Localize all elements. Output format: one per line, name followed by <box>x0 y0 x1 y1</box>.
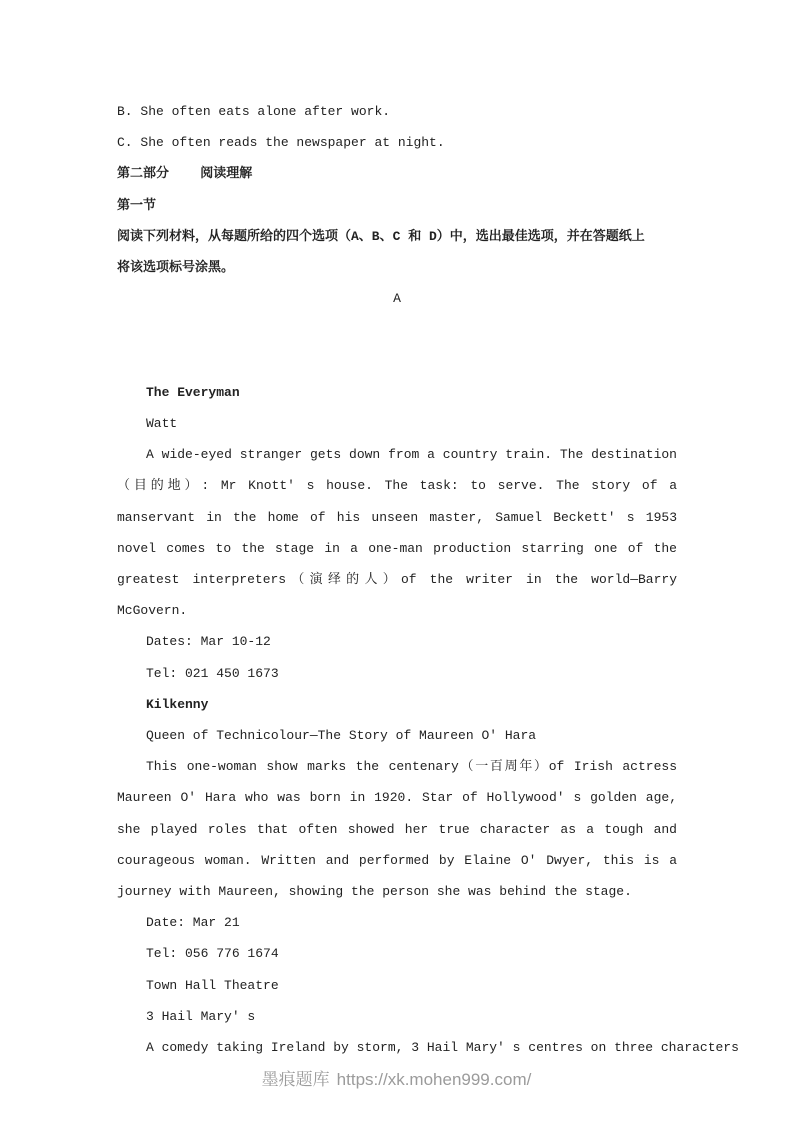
option-b-line: B. She often eats alone after work. <box>117 104 391 119</box>
kilkenny-paragraph: This one-woman show marks the centenary（一百周年）of Irish actress Maureen O' Hara who was born in 1920. Star of Hollywood' s golden age, she played roles that often showed her true character as a tough and courageous woman. Written and performed by Elaine O' Dwyer, this is a journey with Maureen, showing the person she was behind the stage. <box>117 759 677 900</box>
town-hall-paragraph-first-line: A comedy taking Ireland by storm, 3 Hail Mary' s centres on three characters <box>146 1040 739 1056</box>
kilkenny-title: Kilkenny <box>146 696 209 712</box>
watermark-url: https://xk.mohen999.com/ <box>336 1070 532 1089</box>
footer-watermark <box>0 1068 793 1092</box>
option-c-line: C. She often reads the newspaper at night. <box>117 135 445 151</box>
everyman-subtitle-watt: Watt <box>146 416 178 432</box>
passage-label-a: A <box>393 291 401 307</box>
part-heading: 第二部分 阅读理解 <box>117 166 253 182</box>
instructions-line-1: 阅读下列材料，从每题所给的四个选项（A、B、C 和 D）中，选出最佳选项，并在答题纸上 <box>117 228 645 244</box>
everyman-paragraph: A wide-eyed stranger gets down from a country train. The destination（目的地）: Mr Knott' s house. The task: to serve. The story of a manservant in the home of his unseen master, Samuel Beckett' s 1953 novel comes to the stage in a one-man production starring one of the greatest interpreters（演绎的人）of the writer in the world—Barry McGovern. <box>117 447 677 619</box>
kilkenny-tel-line: Tel: 056 776 1674 <box>146 946 279 962</box>
instructions-line-2: 将该选项标号涂黑。 <box>117 260 235 276</box>
kilkenny-date-line: Date: Mar 21 <box>146 915 240 931</box>
section-heading: 第一节 <box>117 197 157 213</box>
document-content <box>117 96 739 1063</box>
town-hall-title: Town Hall Theatre <box>146 977 279 993</box>
everyman-title: The Everyman <box>146 384 240 400</box>
watermark-site-name: 墨痕题库 <box>261 1070 330 1089</box>
blank-space <box>117 314 677 376</box>
everyman-tel-line: Tel: 021 450 1673 <box>146 665 279 681</box>
town-hall-subtitle-hail-marys: 3 Hail Mary' s <box>146 1008 256 1024</box>
kilkenny-subtitle-queen: Queen of Technicolour—The Story of Maureen O' Hara <box>146 728 537 744</box>
everyman-dates-line: Dates: Mar 10-12 <box>146 634 271 650</box>
